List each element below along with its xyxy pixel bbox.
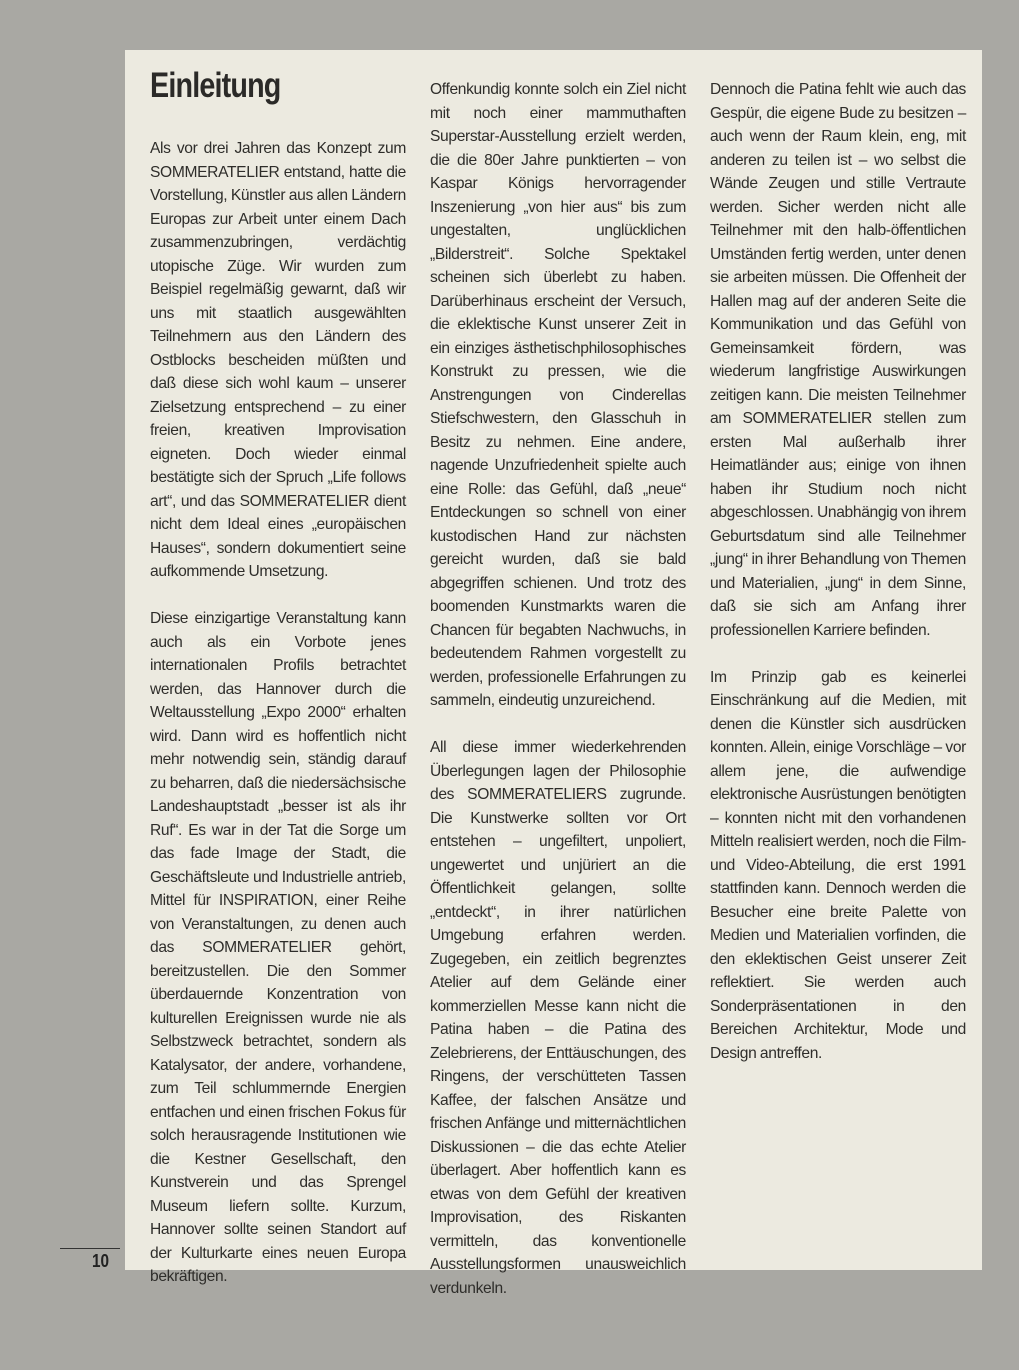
paragraph: All diese immer wiederkehrenden Überlegungen lagen der Philosophie des SOMMERATELIERS zugrunde. Die Kunstwerke sollten vor Ort entstehen – ungefiltert, unpoliert, ungewertet und unjüriert an die Öffentlichkeit gelangen, sollte „entdeckt“, in ihrer natürlichen Umgebung erfahren werden. Zugegeben, ein zeitlich begrenztes Atelier auf dem Gelände einer kommerziellen Messe kann nicht die Patina haben – die Patina des Zelebrierens, der Enttäuschungen, des Ringens, der verschütteten Tassen Kaffee, der falschen Ansätze und frischen Anfänge und mitternächtlichen Diskussionen – die das echte Atelier überlagert. Aber hoffentlich kann es etwas von dem Gefühl der kreativen Improvisation, des Riskanten vermitteln, das konventionelle Ausstellungsformen unausweichlich verdunkeln. [430,739,686,1297]
paragraph: Dennoch die Patina fehlt wie auch das Gespür, die eigene Bude zu besitzen – auch wenn der Raum klein, eng, mit anderen zu teilen ist – wo selbst die Wände Zeugen und stille Vertraute werden. Sicher werden nicht alle Teilnehmer mit den halb-öffentlichen Umständen fertig werden, unter denen sie arbeiten müssen. Die Offenheit der Hallen mag auf der anderen Seite die Kommunikation und das Gefühl von Gemeinsamkeit fördern, was wiederum langfristige Auswirkungen zeitigen kann. Die meisten Teilnehmer am SOMMERATELIER stellen zum ersten Mal außerhalb ihrer Heimatländer aus; einige von ihnen haben ihr Studium noch nicht abgeschlossen. Unabhängig von ihrem Geburtsdatum sind alle Teilnehmer „jung“ in ihrer Behandlung von Themen und Materialien, „jung“ in dem Sinne, daß sie sich am Anfang ihrer professionellen Karriere befinden. [710,81,966,639]
paragraph: Im Prinzip gab es keinerlei Einschränkung auf die Medien, mit denen die Künstler sich ausdrücken konnten. Allein, einige Vorschläge – vor allem jene, die aufwendige elektronische Ausrüstungen benötigten – konnten nicht mit den vorhandenen Mitteln realisiert werden, noch die Film- und Video-Abteilung, die erst 1991 stattfinden kann. Dennoch werden die Besucher eine breite Palette von Medien und Materialien vorfinden, die den eklektischen Geist unserer Zeit reflektiert. Sie werden auch Sonderpräsentationen in den Bereichen Architektur, Mode und Design antreffen. [710,668,966,1062]
text-column-2 [430,78,686,1324]
page-title: Einleitung [150,66,281,105]
page-number: 10 [92,1251,110,1271]
paragraph: Diese einzigartige Veranstaltung kann auch als ein Vorbote jenes internationalen Profils betrachtet werden, das Hannover durch die Weltausstellung „Expo 2000“ erhalten wird. Dann wird es hoffentlich nicht mehr notwendig sein, ständig darauf zu beharren, daß die niedersächsische Landeshauptstadt „besser ist als ihr Ruf“. Es war in der Tat die Sorge um das fade Image der Stadt, die Geschäftsleute und Industrielle antrieb, Mittel für INSPIRATION, einer Reihe von Veranstaltungen, zu denen auch das SOMMERATELIER gehört, bereitzustellen. Die den Sommer überdauernde Konzentration von kulturellen Ereignissen wurde nie als Selbstzweck betrachtet, sondern als Katalysator, der andere, vorhandene, zum Teil schlummernde Energien entfachen und einen frischen Fokus für solch herausragende Institutionen wie die Kestner Gesellschaft, den Kunstverein und das Sprengel Museum liefern sollte. Kurzum, Hannover sollte seinen Standort auf der Kulturkarte eines neuen Europa bekräftigen. [150,610,406,1285]
text-column-1 [150,137,406,1312]
paragraph: Offenkundig konnte solch ein Ziel nicht mit noch einer mammuthaften Superstar-Ausstellung erzielt werden, die die 80er Jahre punktierten – von Kaspar Königs hervorragender Inszenierung „von hier aus“ bis zum ungestalten, unglücklichen „Bilderstreit“. Solche Spektakel scheinen sich überlebt zu haben. Darüberhinaus erscheint der Versuch, die eklektische Kunst unserer Zeit in ein einziges ästhetischphilosophisches Konstrukt zu pressen, wie die Anstrengungen von Cinderellas Stiefschwestern, den Glasschuh in Besitz zu nehmen. Eine andere, nagende Unzufriedenheit spielte auch eine Rolle: das Gefühl, daß „neue“ Entdeckungen so schnell von einer kustodischen Hand zur nächsten gereicht wurden, daß sie bald abgegriffen schienen. Und trotz des boomenden Kunstmarkts waren die Chancen für begabten Nachwuchs, in bedeutendem Rahmen vorgestellt zu werden, professionelle Erfahrungen zu sammeln, eindeutig unzureichend. [430,81,686,709]
page-number-rule [60,1248,120,1249]
text-column-3 [710,78,966,1089]
paragraph: Als vor drei Jahren das Konzept zum SOMMERATELIER entstand, hatte die Vorstellung, Künstler aus allen Ländern Europas zur Arbeit unter einem Dach zusammenzubringen, verdächtig utopische Züge. Wir wurden zum Beispiel regelmäßig gewarnt, daß wir uns mit staatlich ausgewählten Teilnehmern aus den Ländern des Ostblocks bescheiden müßten und daß diese sich wohl kaum – unserer Zielsetzung entsprechend – zu einer freien, kreativen Improvisation eigneten. Doch wieder einmal bestätigte sich der Spruch „Life follows art“, und das SOMMERATELIER dient nicht dem Ideal eines „europäischen Hauses“, sondern dokumentiert seine aufkommende Umsetzung. [150,140,406,580]
